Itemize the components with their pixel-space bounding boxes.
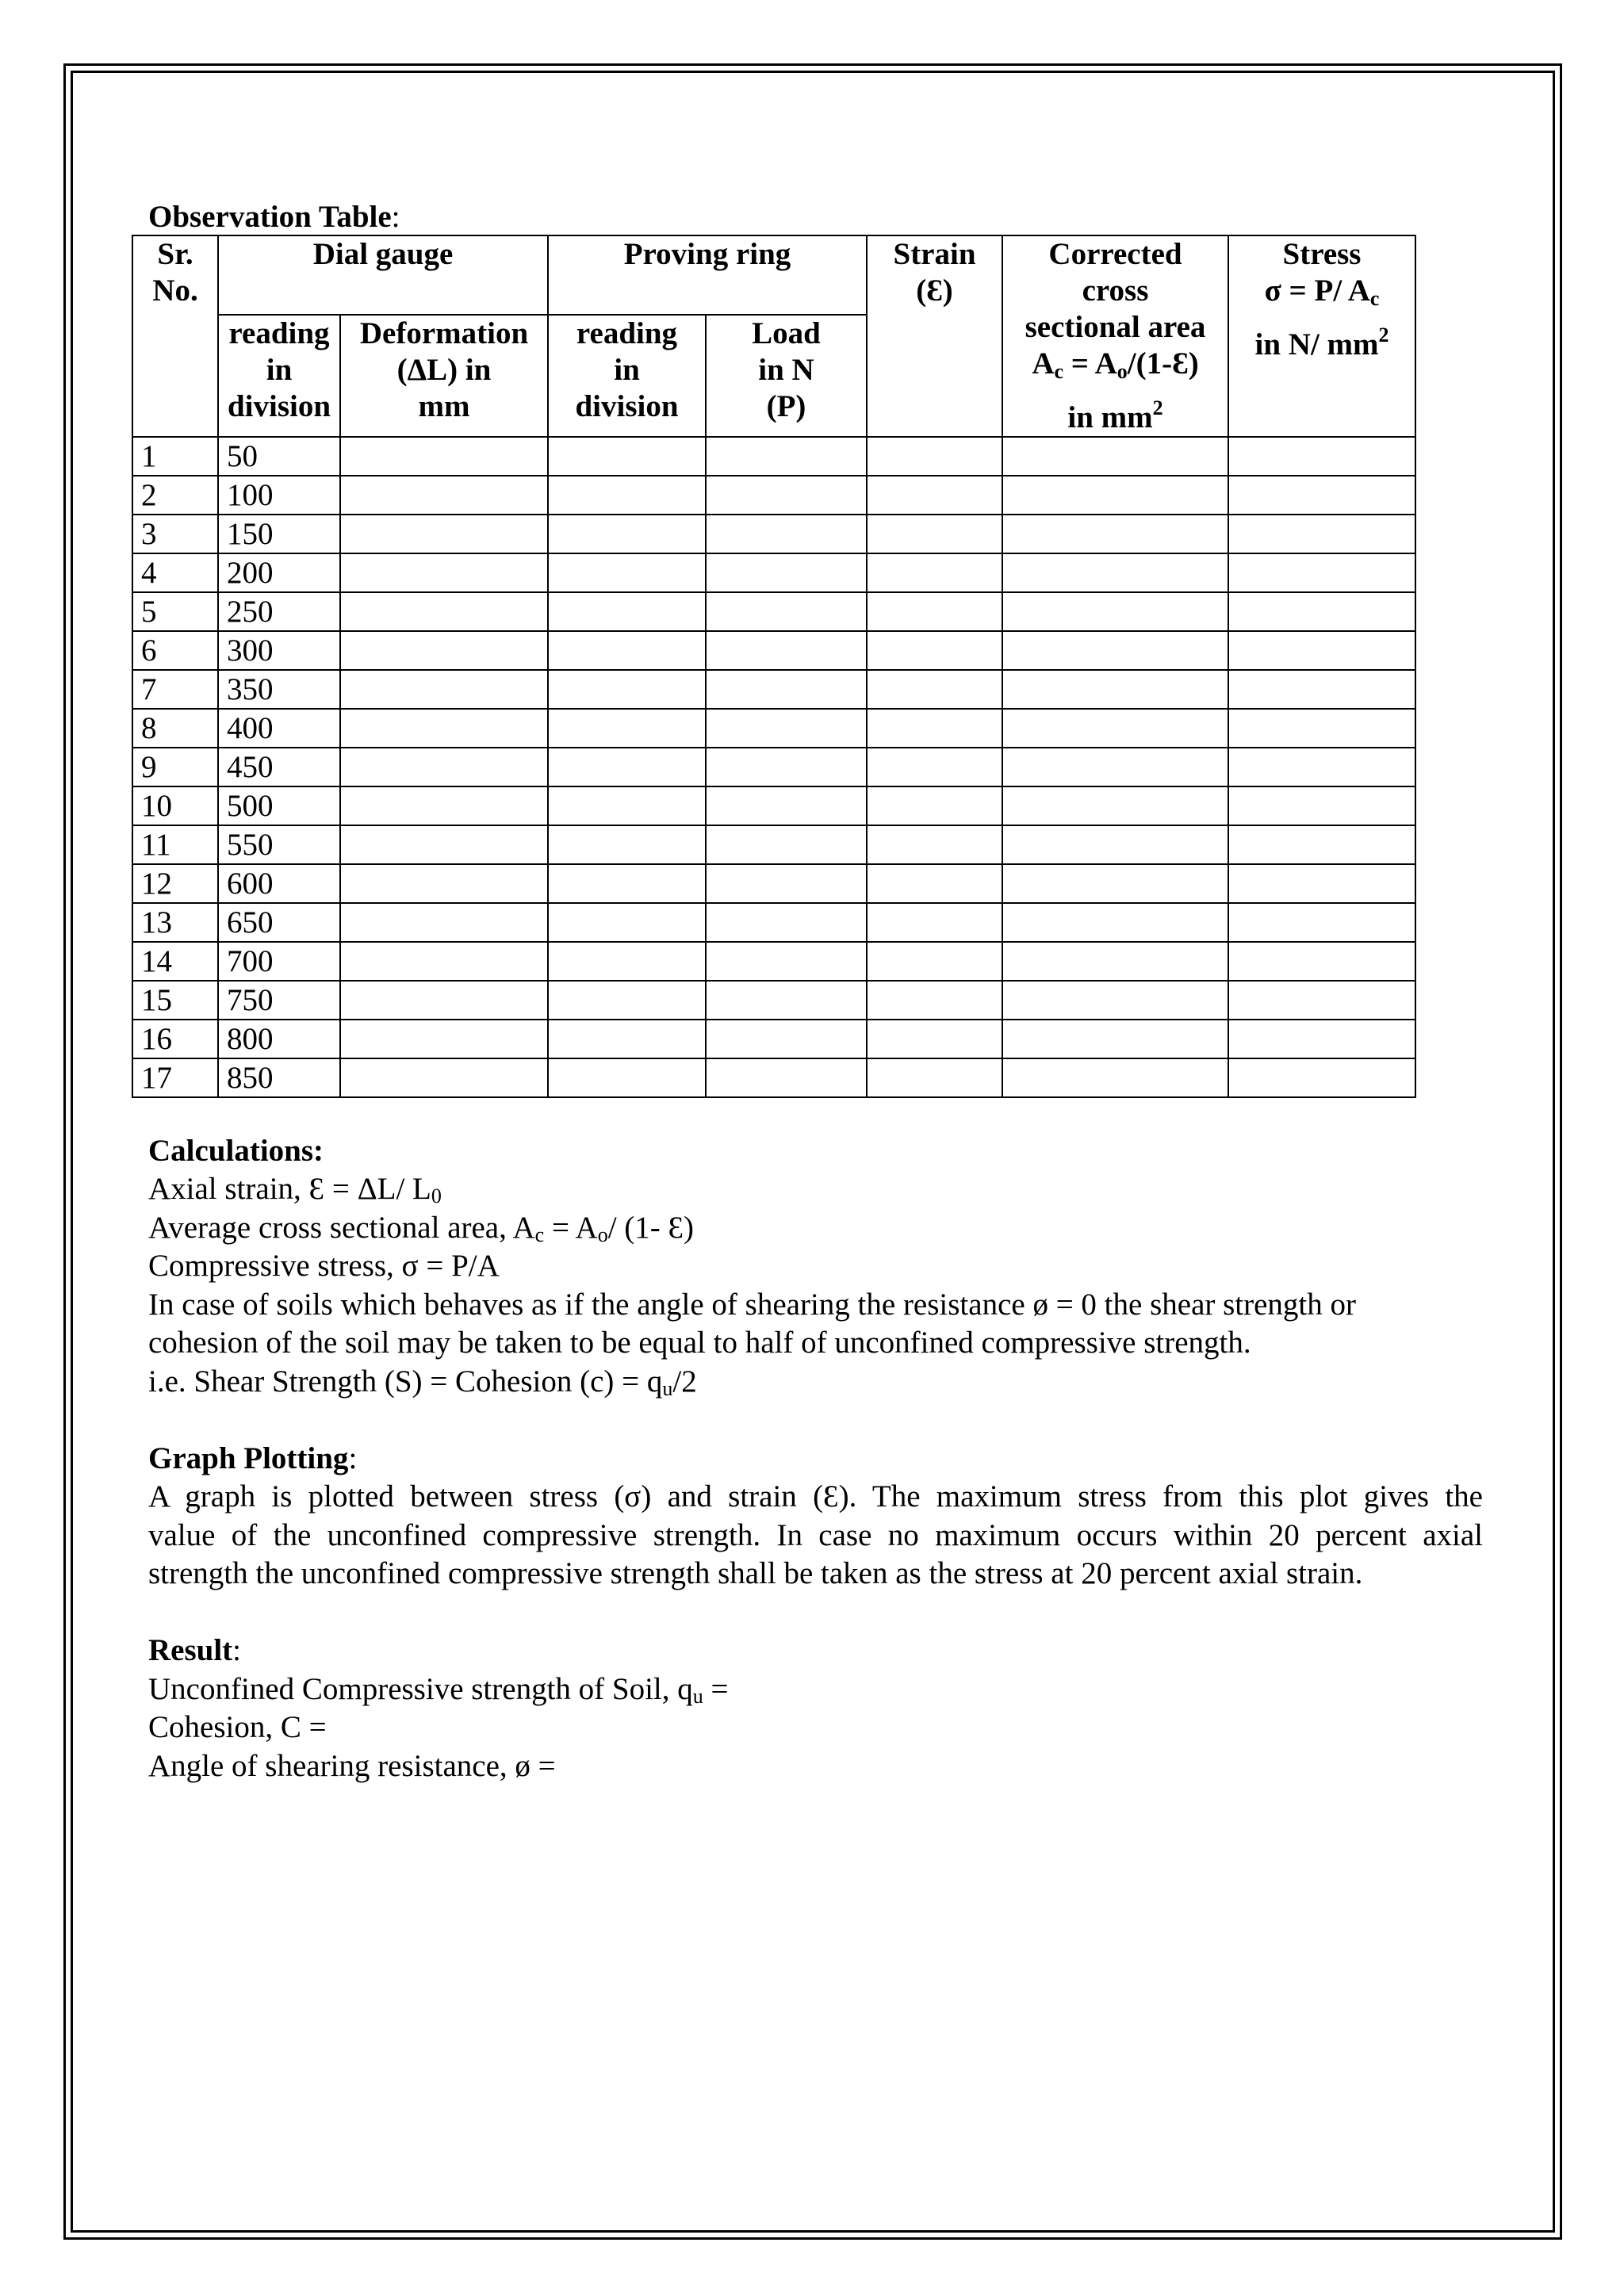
table-body [132, 437, 1415, 1097]
cell-stress [1228, 1020, 1415, 1058]
cell-load [706, 1058, 867, 1097]
result-angle: Angle of shearing resistance, ø = [148, 1749, 556, 1783]
cell-deformation [340, 1020, 548, 1058]
table-row [132, 981, 1415, 1020]
table-row [132, 515, 1415, 553]
cell-ring-reading [548, 670, 706, 709]
table-row [132, 1020, 1415, 1058]
table-row [132, 786, 1415, 825]
cell-deformation [340, 981, 548, 1020]
cell-corrected-area [1002, 981, 1228, 1020]
cell-load [706, 515, 867, 553]
cell-stress [1228, 942, 1415, 981]
cell-corrected-area [1002, 1020, 1228, 1058]
cell-corrected-area [1002, 942, 1228, 981]
cell-sr-no: 13 [132, 903, 218, 942]
table-row [132, 709, 1415, 748]
cell-deformation [340, 786, 548, 825]
cell-stress [1228, 631, 1415, 670]
cell-sr-no: 2 [132, 476, 218, 515]
header-ring-reading: reading in division [548, 315, 706, 437]
cell-strain [867, 476, 1002, 515]
table-row [132, 592, 1415, 631]
header-proving-ring: Proving ring [548, 235, 867, 315]
cell-sr-no: 15 [132, 981, 218, 1020]
cell-dial-reading: 650 [218, 903, 340, 942]
cell-sr-no: 9 [132, 748, 218, 786]
cell-dial-reading: 800 [218, 1020, 340, 1058]
cell-load [706, 709, 867, 748]
cell-strain [867, 515, 1002, 553]
header-load: Load in N (P) [706, 315, 867, 437]
cell-load [706, 903, 867, 942]
cell-ring-reading [548, 631, 706, 670]
table-row [132, 437, 1415, 476]
graph-paragraph-line1: A graph is plotted between stress (σ) and strain (Ɛ). The maximum stress from this plot gives the [148, 1479, 1483, 1513]
cell-corrected-area [1002, 476, 1228, 515]
graph-paragraph-line2: value of the unconfined compressive strength. In case no maximum occurs within 20 percent axial [148, 1518, 1483, 1552]
cell-load [706, 476, 867, 515]
graph-plotting-title: Graph Plotting: [148, 1441, 358, 1475]
cell-dial-reading: 50 [218, 437, 340, 476]
table-row [132, 476, 1415, 515]
header-dial-gauge: Dial gauge [218, 235, 548, 315]
cell-ring-reading [548, 786, 706, 825]
compressive-stress-formula: Compressive stress, σ = P/A [148, 1249, 500, 1283]
header-corrected-area: Corrected cross sectional area $A_c$ = $A_o/(1-Ɛ)$ in $mm^2$ [1002, 235, 1228, 437]
cell-stress [1228, 748, 1415, 786]
table-row [132, 864, 1415, 903]
cell-deformation [340, 592, 548, 631]
cell-load [706, 631, 867, 670]
cell-corrected-area [1002, 515, 1228, 553]
cell-corrected-area [1002, 903, 1228, 942]
result-ucs: Unconfined Compressive strength of Soil, qu = [148, 1672, 729, 1708]
cell-deformation [340, 903, 548, 942]
cell-strain [867, 942, 1002, 981]
observation-table-title: Observation Table: [148, 200, 400, 234]
cell-dial-reading: 300 [218, 631, 340, 670]
cell-sr-no: 7 [132, 670, 218, 709]
cell-ring-reading [548, 476, 706, 515]
cell-stress [1228, 670, 1415, 709]
cell-deformation [340, 748, 548, 786]
cell-strain [867, 553, 1002, 592]
cell-load [706, 786, 867, 825]
cell-stress [1228, 786, 1415, 825]
cell-dial-reading: 600 [218, 864, 340, 903]
observation-table [132, 235, 1416, 1098]
cell-strain [867, 437, 1002, 476]
cell-ring-reading [548, 1058, 706, 1097]
cell-dial-reading: 700 [218, 942, 340, 981]
cell-stress [1228, 553, 1415, 592]
cell-deformation [340, 942, 548, 981]
cell-deformation [340, 864, 548, 903]
cell-dial-reading: 350 [218, 670, 340, 709]
table-row [132, 825, 1415, 864]
cell-load [706, 748, 867, 786]
cell-dial-reading: 250 [218, 592, 340, 631]
cell-stress [1228, 903, 1415, 942]
cell-stress [1228, 864, 1415, 903]
table-header-row [132, 235, 1415, 315]
cell-sr-no: 10 [132, 786, 218, 825]
cell-strain [867, 825, 1002, 864]
cell-ring-reading [548, 864, 706, 903]
cell-dial-reading: 450 [218, 748, 340, 786]
cell-corrected-area [1002, 786, 1228, 825]
cell-strain [867, 864, 1002, 903]
calculations-paragraph-line2: cohesion of the soil may be taken to be equal to half of unconfined compressive strength. [148, 1326, 1251, 1360]
cell-dial-reading: 400 [218, 709, 340, 748]
cell-ring-reading [548, 437, 706, 476]
cell-deformation [340, 515, 548, 553]
cell-corrected-area [1002, 709, 1228, 748]
header-strain: Strain (Ɛ) [867, 235, 1002, 437]
table-row [132, 553, 1415, 592]
cell-dial-reading: 550 [218, 825, 340, 864]
cell-load [706, 1020, 867, 1058]
table-row [132, 903, 1415, 942]
cell-deformation [340, 476, 548, 515]
cell-deformation [340, 709, 548, 748]
header-dial-reading: reading in division [218, 315, 340, 437]
cell-strain [867, 786, 1002, 825]
cell-dial-reading: 200 [218, 553, 340, 592]
cell-load [706, 864, 867, 903]
cell-stress [1228, 825, 1415, 864]
cell-load [706, 670, 867, 709]
cell-load [706, 592, 867, 631]
cell-ring-reading [548, 903, 706, 942]
cell-sr-no: 17 [132, 1058, 218, 1097]
cell-stress [1228, 476, 1415, 515]
cell-deformation [340, 553, 548, 592]
table-row [132, 942, 1415, 981]
cell-corrected-area [1002, 864, 1228, 903]
cell-strain [867, 592, 1002, 631]
cell-load [706, 437, 867, 476]
cell-corrected-area [1002, 1058, 1228, 1097]
table-row [132, 631, 1415, 670]
cell-ring-reading [548, 1020, 706, 1058]
cell-ring-reading [548, 942, 706, 981]
cell-sr-no: 4 [132, 553, 218, 592]
cell-strain [867, 748, 1002, 786]
cell-sr-no: 11 [132, 825, 218, 864]
cell-load [706, 981, 867, 1020]
cell-corrected-area [1002, 592, 1228, 631]
cell-corrected-area [1002, 670, 1228, 709]
header-deformation: Deformation (ΔL) in mm [340, 315, 548, 437]
cell-dial-reading: 500 [218, 786, 340, 825]
average-area-formula: Average cross sectional area, Ac = Ao/ (1- Ɛ) [148, 1211, 695, 1246]
cell-strain [867, 631, 1002, 670]
cell-sr-no: 8 [132, 709, 218, 748]
shear-strength-formula: i.e. Shear Strength (S) = Cohesion (c) = qu/2 [148, 1364, 697, 1400]
cell-dial-reading: 750 [218, 981, 340, 1020]
cell-load [706, 825, 867, 864]
cell-corrected-area [1002, 825, 1228, 864]
cell-load [706, 553, 867, 592]
cell-deformation [340, 631, 548, 670]
cell-corrected-area [1002, 748, 1228, 786]
cell-ring-reading [548, 825, 706, 864]
cell-sr-no: 6 [132, 631, 218, 670]
header-sr-no: Sr. No. [132, 235, 218, 437]
cell-load [706, 942, 867, 981]
table-row [132, 748, 1415, 786]
cell-strain [867, 981, 1002, 1020]
cell-strain [867, 709, 1002, 748]
cell-deformation [340, 437, 548, 476]
cell-ring-reading [548, 553, 706, 592]
cell-dial-reading: 850 [218, 1058, 340, 1097]
cell-stress [1228, 709, 1415, 748]
cell-strain [867, 1058, 1002, 1097]
cell-stress [1228, 515, 1415, 553]
cell-ring-reading [548, 981, 706, 1020]
cell-stress [1228, 981, 1415, 1020]
cell-deformation [340, 825, 548, 864]
cell-dial-reading: 100 [218, 476, 340, 515]
result-title: Result: [148, 1633, 242, 1667]
cell-corrected-area [1002, 553, 1228, 592]
cell-corrected-area [1002, 437, 1228, 476]
result-cohesion: Cohesion, C = [148, 1710, 327, 1744]
cell-ring-reading [548, 592, 706, 631]
cell-sr-no: 14 [132, 942, 218, 981]
cell-strain [867, 903, 1002, 942]
cell-sr-no: 3 [132, 515, 218, 553]
table-row [132, 1058, 1415, 1097]
cell-strain [867, 670, 1002, 709]
axial-strain-formula: Axial strain, Ɛ = ΔL/ L0 [148, 1172, 442, 1207]
graph-paragraph-line3: strength the unconfined compressive strength shall be taken as the stress at 20 percent axial strain. [148, 1556, 1363, 1590]
cell-ring-reading [548, 709, 706, 748]
cell-sr-no: 5 [132, 592, 218, 631]
cell-sr-no: 16 [132, 1020, 218, 1058]
cell-stress [1228, 437, 1415, 476]
cell-dial-reading: 150 [218, 515, 340, 553]
cell-sr-no: 1 [132, 437, 218, 476]
cell-ring-reading [548, 515, 706, 553]
cell-stress [1228, 592, 1415, 631]
cell-sr-no: 12 [132, 864, 218, 903]
cell-corrected-area [1002, 631, 1228, 670]
header-stress: Stress σ = P/ $A_c$ in N/ $mm^2$ [1228, 235, 1415, 437]
table-row [132, 670, 1415, 709]
cell-ring-reading [548, 748, 706, 786]
cell-deformation [340, 670, 548, 709]
cell-stress [1228, 1058, 1415, 1097]
calculations-paragraph-line1: In case of soils which behaves as if the angle of shearing the resistance ø = 0 the shear strength or [148, 1288, 1356, 1322]
calculations-title: Calculations: [148, 1134, 324, 1168]
cell-deformation [340, 1058, 548, 1097]
cell-strain [867, 1020, 1002, 1058]
